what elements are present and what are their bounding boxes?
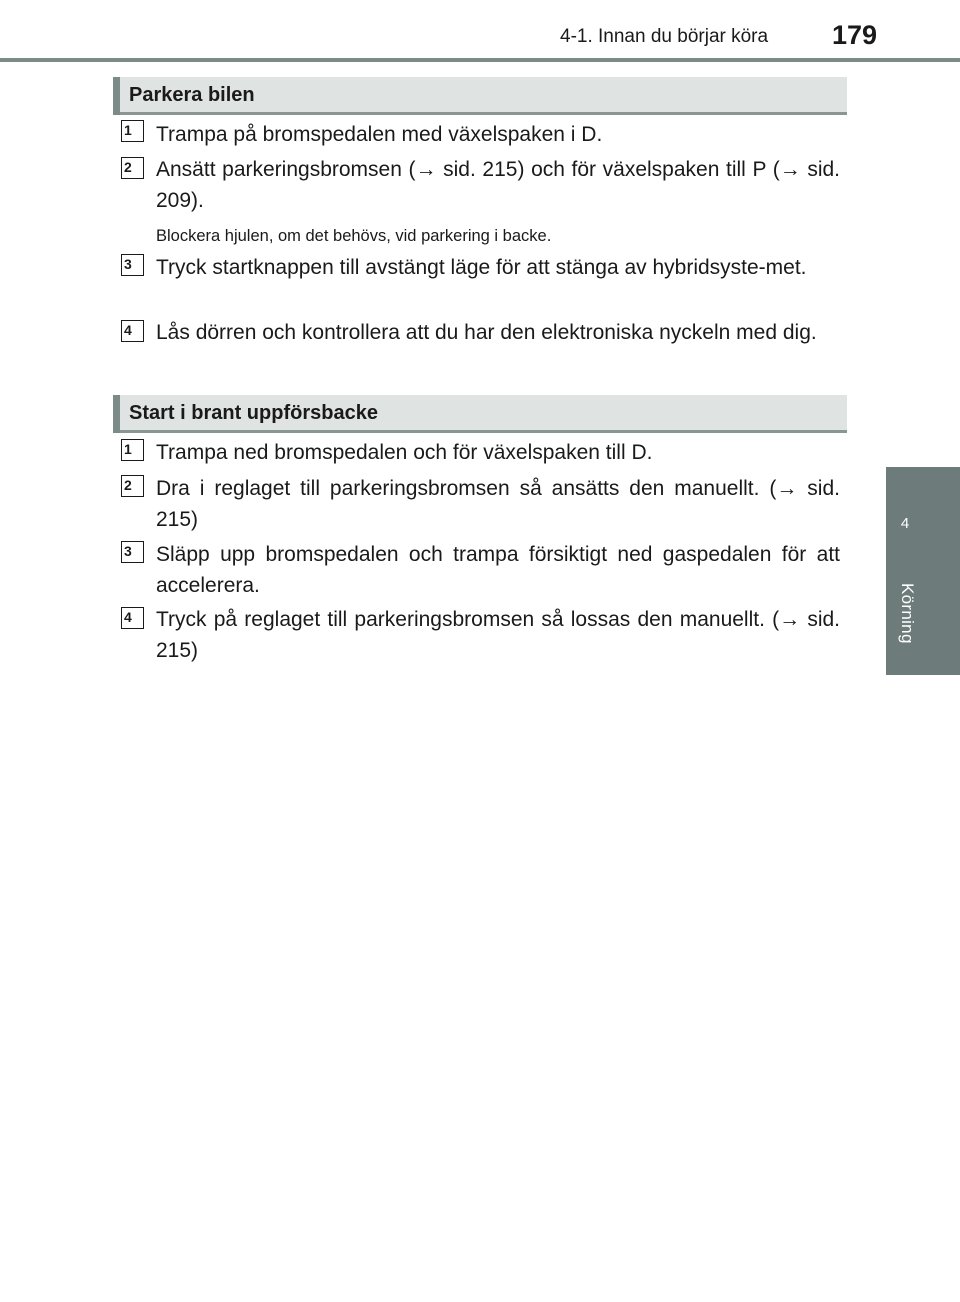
section-header-bar [113,395,120,433]
step-number-box: 4 [121,607,144,629]
section-title: Parkera bilen [129,84,255,106]
step-number-box: 1 [121,439,144,461]
header-rule [0,58,960,62]
arrow-right-icon: → [776,477,798,500]
step-number-box: 3 [121,254,144,276]
step-number-box: 1 [121,120,144,142]
step-text: Tryck på reglaget till parkeringsbromsen så lossas den manuellt. (→ sid. 215) [156,604,840,666]
arrow-right-icon: → [779,158,801,181]
step-text: Trampa på bromspedalen med växelspaken i D. [156,123,603,146]
step-text: Lås dörren och kontrollera att du har den elektroniska nyckeln med dig. [156,321,817,344]
chapter-label: Körning [898,583,917,644]
step-number-box: 2 [121,157,144,179]
step-number-box: 2 [121,475,144,497]
section-header-parkera [113,77,847,115]
step-text: Släpp upp bromspedalen och trampa försiktigt ned gaspedalen för att accelerera. [156,543,840,597]
header-section-title: 4-1. Innan du börjar köra [560,26,769,47]
chapter-side-tab [886,467,960,675]
step-text: Dra i reglaget till parkeringsbromsen så ansätts den manuellt. (→ sid. 215) [156,473,840,535]
arrow-right-icon: → [779,608,801,631]
section-header-bar [113,77,120,115]
step-number-box: 3 [121,541,144,563]
note-text: Blockera hjulen, om det behövs, vid parkering i backe. [156,227,552,245]
step-text: Ansätt parkeringsbromsen (→ sid. 215) och för växelspaken till P (→ sid. 209). [156,154,840,216]
step-number-box: 4 [121,320,144,342]
page-number: 179 [832,20,878,50]
step-text: Trampa ned bromspedalen och för växelspaken till D. [156,441,653,464]
chapter-number: 4 [900,515,910,532]
arrow-right-icon: → [415,158,437,181]
section-header-start-brant [113,395,847,433]
section-title: Start i brant uppförsbacke [129,402,378,424]
step-text: Tryck startknappen till avstängt läge för att stänga av hybridsyste-met. [156,256,807,279]
